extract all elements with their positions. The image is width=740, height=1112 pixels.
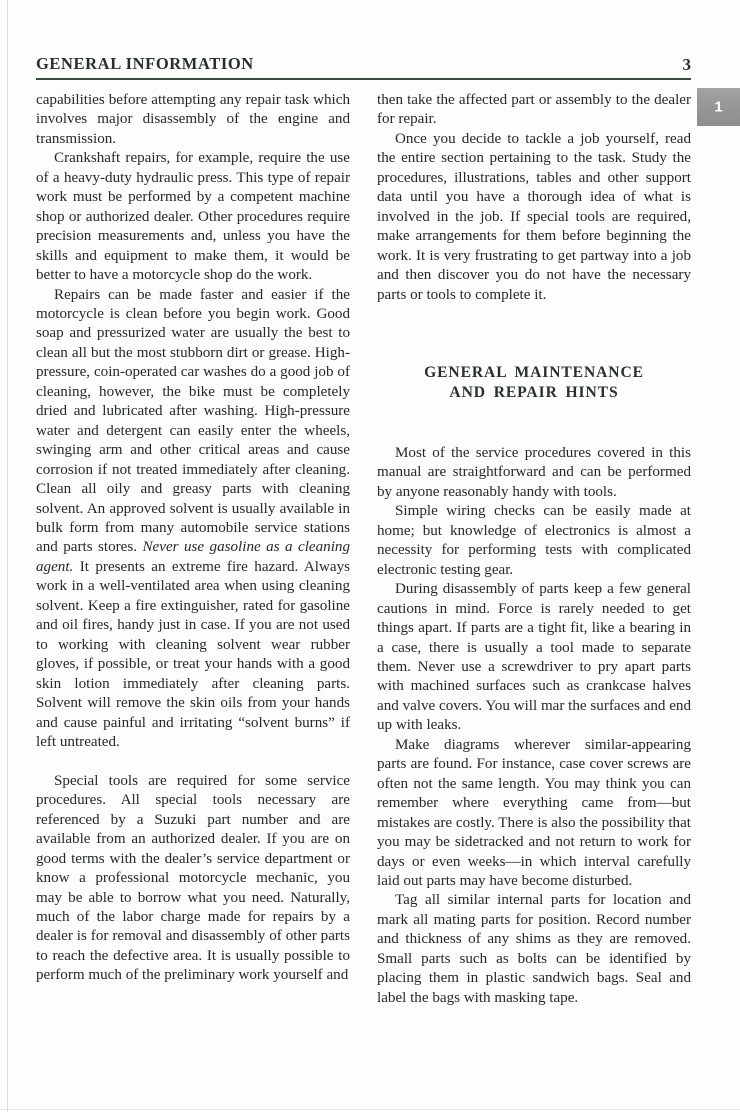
column-left — [36, 91, 350, 986]
paragraph-during-disassembly: During disassembly of parts keep a few general cautions in mind. Force is rarely needed to get things apart. If parts are a tight fit, like a bearing in a case, there is usually a tool made to separate them. Never use a screwdriver to pry apart parts with machined surfaces such as crankcase halves and valve covers. You will mar the surfaces and end up with leaks. — [377, 581, 691, 734]
chapter-thumb-tab — [697, 88, 740, 126]
paragraph-make-diagrams: Make diagrams wherever similar-appearing parts are found. For instance, case cover screws are often not the same length. You may think you can remember where everything came from—but mistakes are costly. There is also the possibility that you may be sidetracked and not return to work for days or even weeks—in which interval carefully laid out parts may have become disturbed. — [377, 736, 691, 889]
section-heading-line-2: AND REPAIR HINTS — [449, 383, 619, 401]
running-head-title: GENERAL INFORMATION — [36, 54, 254, 73]
cleaning-text-after-italic: It presents an extreme fire hazard. Always work in a well-ventilated area when using cleaning solvent. Keep a fire extinguisher, rated for gasoline and oil fires, handy just in case. If you are not used to working with cleaning solvent wear rubber gloves, if possible, or treat your hands with a good skin lotion immediately after cleaning parts. Solvent will remove the skin oils from your hands and cause painful and irritating “solvent burns” if left untreated. — [36, 558, 350, 750]
paragraph-capabilities-continued: capabilities before attempting any repair task which involves major disassembly of the engine and transmission. — [36, 92, 350, 147]
column-right — [377, 91, 691, 1008]
paragraph-special-tools: Special tools are required for some service procedures. All special tools necessary are referenced by a Suzuki part number and are available from an authorized dealer. If you are on good terms with the dealer’s service department or know a professional motorcycle mechanic, you may be able to borrow what you need. Naturally, much of the labor charge made for repairs by a dealer is for removal and disassembly of other parts to reach the defective area. It is usually possible to perform much of the preliminary work yourself and — [36, 772, 350, 984]
section-heading-line-1: GENERAL MAINTENANCE — [424, 363, 644, 381]
running-head — [36, 46, 691, 80]
cleaning-italic-warning: Never use gasoline as a cleaning agent. — [36, 539, 350, 575]
chapter-tab-number: 1 — [714, 98, 723, 116]
paragraph-once-you-decide: Once you decide to tackle a job yourself, read the entire section pertaining to the task. Study the procedures, illustrations, tables and other support data until you have a thorough idea of what is involved in the job. If special tools are required, make arrangements for them before beginning the work. It is very frustrating to get partway into a job and then discover you do not have the necessary parts or tools to complete it. — [377, 130, 691, 303]
cleaning-text-before-italic: Repairs can be made faster and easier if the motorcycle is clean before you begin work. Good soap and pressurized water are usually the best to clean all but the most stubborn dirt or grease. High-pressure, coin-operated car washes do a good job of cleaning, however, the bike must be completely dried and lubricated after washing. High-pressure water and detergent can easily enter the wheels, swinging arm and other critical areas and cause corrosion if not treated immediately after cleaning. Clean all oily and greasy parts with cleaning solvent. An approved solvent is usually available in bulk form from many automobile service stations and parts stores. — [36, 286, 350, 556]
paragraph-then-take-continued: then take the affected part or assembly to the dealer for repair. — [377, 92, 691, 128]
paragraph-most-of-the-service-procedures: Most of the service procedures covered in this manual are straightforward and can be performed by anyone reasonably handy with tools. — [377, 444, 691, 500]
paragraph-cleaning-the-motorcycle — [36, 286, 350, 753]
paragraph-tag-all-similar-parts: Tag all similar internal parts for location and mark all mating parts for position. Record number and thickness of any shims as they are removed. Small parts such as bolts can be identified by placing them in plastic sandwich bags. Seal and label the bags with masking tape. — [377, 892, 691, 1006]
scan-edge-bottom — [0, 1109, 740, 1110]
paragraph-crankshaft-repairs: Crankshaft repairs, for example, require the use of a heavy-duty hydraulic press. This type of repair work must be performed by a competent machine shop or authorized dealer. Other procedures require precision measurements and, unless you have the skills and equipment to make them, it would be better to have a motorcycle shop do the work. — [36, 150, 350, 284]
paragraph-simple-wiring-checks: Simple wiring checks can be easily made at home; but knowledge of electronics is almost a necessity for performing tests with complicated electronic testing gear. — [377, 503, 691, 578]
scan-edge-left — [7, 0, 8, 1112]
page-number: 3 — [682, 55, 691, 74]
section-heading — [377, 363, 691, 403]
